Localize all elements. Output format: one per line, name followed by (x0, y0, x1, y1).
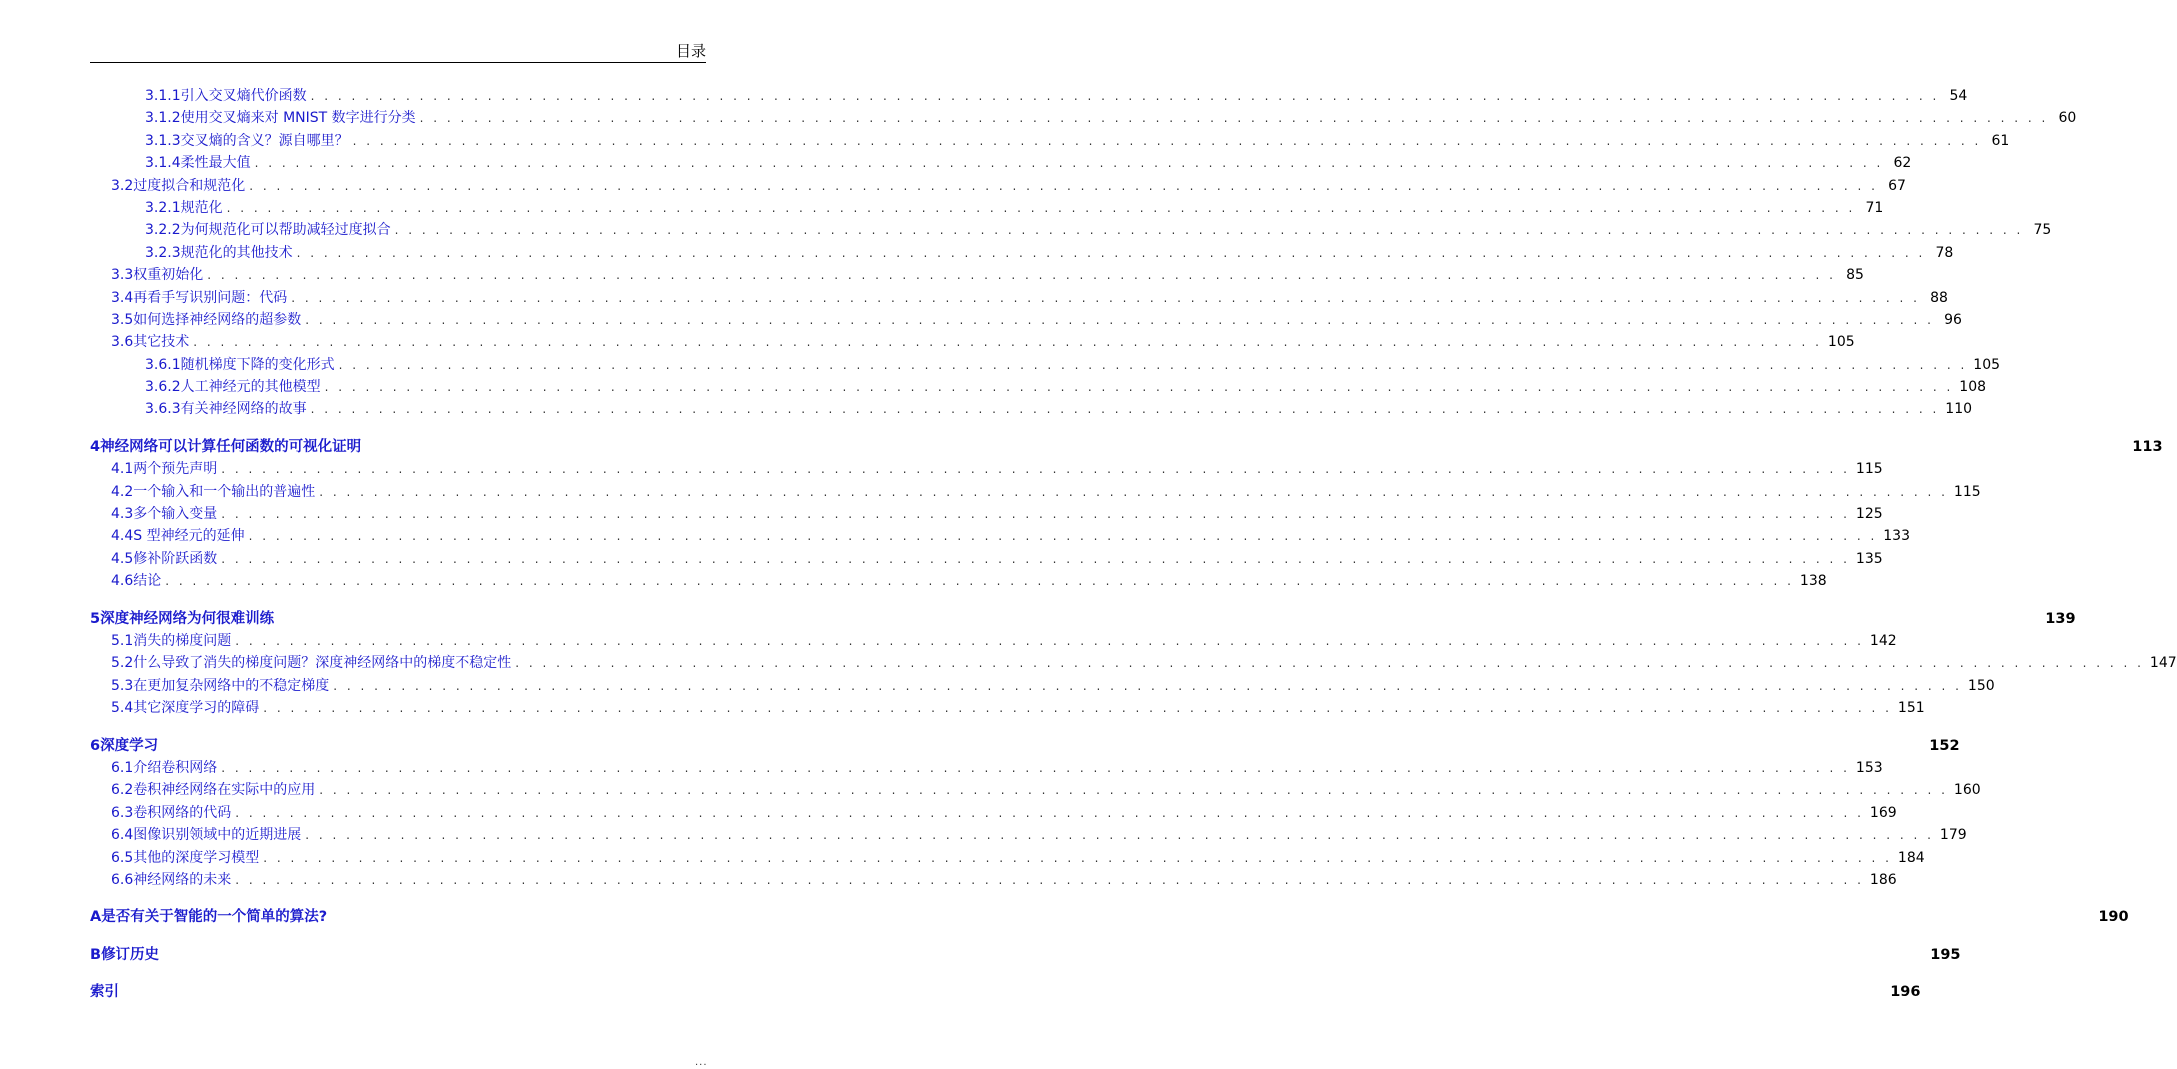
toc-page-number: 115 (1855, 461, 1883, 478)
toc-chapter-entry[interactable] (90, 981, 1921, 1003)
toc-page-number: 142 (1869, 632, 1897, 649)
toc-entry-number: 3.5 (111, 311, 134, 328)
toc-entry-number: 4.1 (111, 461, 134, 478)
toc-section-entry[interactable] (90, 503, 1883, 525)
toc-section-entry[interactable] (90, 287, 1948, 309)
toc-entry-title: 介绍卷积网络 (133, 759, 218, 776)
toc-page-number: 133 (1883, 528, 1910, 545)
toc-page-number: 135 (1855, 550, 1883, 567)
toc-leader-dots: . . . . . . . . . . . . . . . . . . . . . . . . . . . . . . . . . . . . . . . . . . . . . . . . . . . . . . . . . . . . . . . . . . . . . . . . . . . . . . . . . . . . . . . . . . . . . . . . . . . . . . . . . . . . . . . . . . . . . . . . (226, 200, 1856, 215)
toc-entry-title: 多个输入变量 (133, 506, 218, 523)
toc-chapter-gap (90, 421, 706, 436)
toc-page-number: 85 (1846, 267, 1864, 284)
toc-section-entry[interactable] (90, 107, 2077, 129)
toc-leader-dots: . . . . . . . . . . . . . . . . . . . . . . . . . . . . . . . . . . . . . . . . . . . . . . . . . . . . . . . . . . . . . . . . . . . . . . . . . . . . . . . . . . . . . . . . . . . . . . . . . . . . . . . . . . . . . . . . . . . . . . . . (235, 805, 1864, 820)
toc-leader-dots: . . . . . . . . . . . . . . . . . . . . . . . . . . . . . . . . . . . . . . . . . . . . . . . . . . . . . . . . . . . . . . . . . . . . . . . . . . . . . . . . . . . . . . . . . . . . . . . . . . . . . . . . . . . . . . . . . . . . . . . . (248, 529, 1878, 544)
toc-entry-title: 柔性最大值 (180, 155, 251, 172)
toc-leader-dots: . . . . . . . . . . . . . . . . . . . . . . . . . . . . . . . . . . . . . . . . . . . . . . . . . . . . . . . . . . . . . . . . . . . . . . . . . . . . . . . . . . . . . . . . . . . . . . . . . . . . . . . . . . . . . . . . . . . . . . . . (296, 245, 1926, 260)
toc-entry-number: 3.1.4 (145, 155, 181, 172)
toc-section-entry[interactable] (90, 548, 1883, 570)
toc-page-number: 78 (1935, 244, 1954, 261)
toc-page-number: 96 (1944, 311, 1962, 328)
toc-entry-number: 6.3 (111, 804, 134, 821)
toc-leader-dots: . . . . . . . . . . . . . . . . . . . . . . . . . . . . . . . . . . . . . . . . . . . . . . . . . . . . . . . . . . . . . . . . . . . . . . . . . . . . . . . . . . . . . . . . . . . . . . . . . . . . . . . . . . . . . . . . . . . . . . . . (305, 312, 1934, 327)
toc-entry-number: 6.6 (111, 871, 134, 888)
toc-entry-title: 其它深度学习的障碍 (133, 700, 260, 717)
toc-entry-number: 3.2.2 (145, 222, 181, 239)
toc-entry-title: 其它技术 (133, 334, 190, 351)
toc-page-number: 67 (1888, 177, 1906, 194)
toc-page-number: 71 (1865, 199, 1884, 216)
toc-entry-title: S 型神经元的延伸 (133, 528, 245, 545)
toc-entry-number: 3.1.2 (145, 110, 181, 127)
toc-section-entry[interactable] (90, 869, 1897, 891)
toc-chapter-entry[interactable] (90, 906, 2129, 928)
toc-section-entry[interactable] (90, 398, 1973, 420)
toc-entry-title: 深度学习 (100, 737, 159, 754)
toc-section-entry[interactable] (90, 847, 1925, 869)
toc-entry-number: 3.2.3 (145, 244, 181, 261)
toc-leader-dots: . . . . . . . . . . . . . . . . . . . . . . . . . . . . . . . . . . . . . . . . . . . . . . . . . . . . . . . . . . . . . . . . . . . . . . . . . . . . . . . . . . . . . . . . . . . . . . . . . . . . . . . . . . . . . . . . . . . . . . . . (305, 828, 1934, 843)
toc-leader-dots: . . . . . . . . . . . . . . . . . . . . . . . . . . . . . . . . . . . . . . . . . . . . . . . . . . . . . . . . . . . . . . . . . . . . . . . . . . . . . . . . . . . . . . . . . . . . . . . . . . . . . . . . . . . . . . . . . . . . . . . . (324, 380, 1954, 395)
header-title: 目录 (675, 42, 706, 60)
toc-leader-dots: . . . . . . . . . . . . . . . . . . . . . . . . . . . . . . . . . . . . . . . . . . . . . . . . . . . . . . . . . . . . . . . . . . . . . . . . . . . . . . . . . . . . . . . . . . . . . . . . . . . . . . . . . . . . . . . . . . . . . . . . (310, 89, 1940, 103)
toc-entry-number: 5.3 (111, 677, 134, 694)
toc-entry-number: B (90, 946, 102, 963)
toc-section-entry[interactable] (90, 130, 2010, 152)
toc-page-number: 151 (1897, 700, 1925, 717)
toc-entry-number: 6.1 (111, 759, 134, 776)
toc-leader-dots: . . . . . . . . . . . . . . . . . . . . . . . . . . . . . . . . . . . . . . . . . . . . . . . . . . . . . . . . . . . . . . . . . . . . . . . . . . . . . . . . . . . . . . . . . . . . . . . . . . . . . . . . . . . . . . . . . . . . . . . . (193, 335, 1822, 350)
toc-entry-title: 如何选择神经网络的超参数 (133, 311, 302, 328)
toc-entry-number: 6.4 (111, 827, 134, 844)
toc-section-entry[interactable] (90, 152, 1912, 174)
toc-entry-title: 修订历史 (101, 946, 160, 963)
toc-page-number: 138 (1799, 573, 1827, 590)
toc-section-entry[interactable] (90, 802, 1897, 824)
toc-entry-number: 3.6.3 (145, 401, 181, 418)
toc-entry-number: 4.2 (111, 483, 134, 500)
toc-entry-title: 神经网络可以计算任何函数的可视化证明 (100, 438, 362, 455)
toc-section-entry[interactable] (90, 309, 1962, 331)
toc-page-number: 190 (2098, 909, 2129, 926)
toc-section-entry[interactable] (90, 175, 1906, 197)
toc-leader-dots: . . . . . . . . . . . . . . . . . . . . . . . . . . . . . . . . . . . . . . . . . . . . . . . . . . . . . . . . . . . . . . . . . . . . . . . . . . . . . . . . . . . . . . . . . . . . . . . . . . . . . . . . . . . . . . . . . . . . . . . . (394, 223, 2024, 238)
toc-entry-title: 有关神经网络的故事 (180, 401, 307, 418)
toc-entry-number: 3.6 (111, 334, 134, 351)
toc-entry-title: 深度神经网络为何很难训练 (100, 610, 275, 627)
toc-entry-number: 5.2 (111, 655, 134, 672)
toc-entry-title: 神经网络的未来 (133, 871, 232, 888)
toc-section-entry[interactable] (90, 331, 1855, 353)
toc-entry-title: 是否有关于智能的一个简单的算法? (101, 909, 328, 926)
toc-entry-number: 6.5 (111, 849, 134, 866)
toc-section-entry[interactable] (90, 675, 1995, 697)
toc-leader-dots: . . . . . . . . . . . . . . . . . . . . . . . . . . . . . . . . . . . . . . . . . . . . . . . . . . . . . . . . . . . . . . . . . . . . . . . . . . . . . . . . . . . . . . . . . . . . . . . . . . . . . . . . . . . . . . . . . . . . . . . . (515, 656, 2144, 671)
toc-entry-number: 3.6.1 (145, 356, 181, 373)
toc-entry-title: 一个输入和一个输出的普遍性 (133, 483, 316, 500)
toc-entry-number: A (90, 909, 102, 926)
toc-page-number: 54 (1949, 88, 1968, 104)
toc-leader-dots: . . . . . . . . . . . . . . . . . . . . . . . . . . . . . . . . . . . . . . . . . . . . . . . . . . . . . . . . . . . . . . . . . . . . . . . . . . . . . . . . . . . . . . . . . . . . . . . . . . . . . . . . . . . . . . . . . . . . . . . . (235, 872, 1864, 887)
toc-leader-dots: . . . . . . . . . . . . . . . . . . . . . . . . . . . . . . . . . . . . . . . . . . . . . . . . . . . . . . . . . . . . . . . . . . . . . . . . . . . . . . . . . . . . . . . . . . . . . . . . . . . . . . . . . . . . . . . . . . . . . . . . (419, 111, 2049, 126)
toc-page-number: 105 (1827, 334, 1855, 351)
toc-entry-title: 规范化 (180, 199, 223, 216)
toc-leader-dots: . . . . . . . . . . . . . . . . . . . . . . . . . . . . . . . . . . . . . . . . . . . . . . . . . . . . . . . . . . . . . . . . . . . . . . . . . . . . . . . . . . . . . . . . . . . . . . . . . . . . . . . . . . . . . . . . . . . . . . . . (319, 783, 1948, 798)
toc-entry-number: 3.2 (111, 177, 134, 194)
toc-section-entry[interactable] (90, 652, 2177, 674)
toc-leader-dots: . . . . . . . . . . . . . . . . . . . . . . . . . . . . . . . . . . . . . . . . . . . . . . . . . . . . . . . . . . . . . . . . . . . . . . . . . . . . . . . . . . . . . . . . . . . . . . . . . . . . . . . . . . . . . . . . . . . . . . . . (221, 760, 1850, 775)
toc-entry-title: 权重初始化 (133, 267, 204, 284)
toc-section-entry[interactable] (90, 219, 2052, 241)
toc-entry-title: 交叉熵的含义？源自哪里？ (180, 132, 349, 149)
toc-leader-dots: . . . . . . . . . . . . . . . . . . . . . . . . . . . . . . . . . . . . . . . . . . . . . . . . . . . . . . . . . . . . . . . . . . . . . . . . . . . . . . . . . . . . . . . . . . . . . . . . . . . . . . . . . . . . . . . . . . . . . . . . (310, 402, 1940, 417)
toc-entry-number: 5.4 (111, 700, 134, 717)
toc-entry-title: 图像识别领域中的近期进展 (133, 827, 302, 844)
toc-page-number: 195 (1930, 946, 1961, 963)
toc-section-entry[interactable] (90, 630, 1897, 652)
toc-entry-title: 索引 (90, 984, 119, 1001)
toc-section-entry[interactable] (90, 458, 1883, 480)
toc-page-number: 150 (1967, 677, 1995, 694)
toc-entry-number: 4.6 (111, 573, 134, 590)
toc-entry-number: 6 (90, 737, 101, 754)
toc-leader-dots: . . . . . . . . . . . . . . . . . . . . . . . . . . . . . . . . . . . . . . . . . . . . . . . . . . . . . . . . . . . . . . . . . . . . . . . . . . . . . . . . . . . . . . . . . . . . . . . . . . . . . . . . . . . . . . . . . . . . . . . . (249, 178, 1878, 193)
toc-page-number: 186 (1869, 871, 1897, 888)
toc-chapter-entry[interactable] (90, 608, 2076, 630)
toc-chapter-gap (90, 929, 706, 944)
toc-entry-number: 3.1.1 (145, 88, 181, 104)
toc-chapter-entry[interactable] (90, 436, 2163, 458)
toc-page-number: 152 (1929, 737, 1960, 754)
toc-entry-title: 修补阶跃函数 (133, 550, 218, 567)
toc-entry-number: 4 (90, 438, 101, 455)
toc-leader-dots: . . . . . . . . . . . . . . . . . . . . . . . . . . . . . . . . . . . . . . . . . . . . . . . . . . . . . . . . . . . . . . . . . . . . . . . . . . . . . . . . . . . . . . . . . . . . . . . . . . . . . . . . . . . . . . . . . . . . . . . . (333, 678, 1962, 693)
toc-entry-title: 卷积网络的代码 (133, 804, 232, 821)
toc-entry-title: 什么导致了消失的梯度问题？深度神经网络中的梯度不稳定性 (133, 655, 512, 672)
toc-section-entry[interactable] (90, 354, 2001, 376)
toc-page-number: 60 (2058, 110, 2077, 127)
toc-section-entry[interactable] (90, 85, 1968, 107)
toc-entry-title: 两个预先声明 (133, 461, 218, 478)
toc-page-number: 179 (1939, 827, 1967, 844)
toc-section-entry[interactable] (90, 481, 1981, 503)
toc-entry-number: 3.4 (111, 289, 134, 306)
toc-entry-title: 人工神经元的其他模型 (180, 379, 321, 396)
toc-page-number: 153 (1855, 759, 1883, 776)
toc-entry-number: 5 (90, 610, 101, 627)
toc-chapter-entry[interactable] (90, 735, 1960, 757)
toc-entry-number: 3.3 (111, 267, 134, 284)
toc-entry-number: 3.1.3 (145, 132, 181, 149)
toc-leader-dots: . . . . . . . . . . . . . . . . . . . . . . . . . . . . . . . . . . . . . . . . . . . . . . . . . . . . . . . . . . . . . . . . . . . . . . . . . . . . . . . . . . . . . . . . . . . . . . . . . . . . . . . . . . . . . . . . . . . . . . . . (221, 507, 1850, 522)
toc-entry-number: 3.2.1 (145, 199, 181, 216)
toc-page-number: 61 (1991, 132, 2010, 149)
toc-entry-title: 过度拟合和规范化 (133, 177, 246, 194)
toc-page-number: 147 (2149, 655, 2177, 672)
toc-leader-dots: . . . . . . . . . . . . . . . . . . . . . . . . . . . . . . . . . . . . . . . . . . . . . . . . . . . . . . . . . . . . . . . . . . . . . . . . . . . . . . . . . . . . . . . . . . . . . . . . . . . . . . . . . . . . . . . . . . . . . . . . (338, 357, 1968, 372)
toc-entry-number: 6.2 (111, 782, 134, 799)
toc-entry-title: 为何规范化可以帮助减轻过度拟合 (180, 222, 391, 239)
toc-page-number: 169 (1869, 804, 1897, 821)
table-of-contents (90, 85, 2177, 1003)
toc-section-entry[interactable] (90, 697, 1925, 719)
toc-entry-number: 3.6.2 (145, 379, 181, 396)
page-header (90, 40, 706, 63)
toc-leader-dots: . . . . . . . . . . . . . . . . . . . . . . . . . . . . . . . . . . . . . . . . . . . . . . . . . . . . . . . . . . . . . . . . . . . . . . . . . . . . . . . . . . . . . . . . . . . . . . . . . . . . . . . . . . . . . . . . . . . . . . . . (221, 462, 1850, 477)
toc-page-number: 105 (1973, 356, 2001, 373)
toc-chapter-entry[interactable] (90, 944, 1961, 966)
toc-entry-title: 规范化的其他技术 (180, 244, 293, 261)
toc-entry-number: 4.3 (111, 506, 134, 523)
toc-entry-title: 卷积神经网络在实际中的应用 (133, 782, 316, 799)
toc-page-number: 196 (1890, 984, 1921, 1001)
toc-chapter-gap (90, 593, 706, 608)
toc-section-entry[interactable] (90, 824, 1967, 846)
toc-entry-number: 4.5 (111, 550, 134, 567)
toc-leader-dots: . . . . . . . . . . . . . . . . . . . . . . . . . . . . . . . . . . . . . . . . . . . . . . . . . . . . . . . . . . . . . . . . . . . . . . . . . . . . . . . . . . . . . . . . . . . . . . . . . . . . . . . . . . . . . . . . . . . . . . . . (291, 290, 1920, 305)
toc-entry-title: 其他的深度学习模型 (133, 849, 260, 866)
toc-page-number: 75 (2033, 222, 2052, 239)
toc-leader-dots: . . . . . . . . . . . . . . . . . . . . . . . . . . . . . . . . . . . . . . . . . . . . . . . . . . . . . . . . . . . . . . . . . . . . . . . . . . . . . . . . . . . . . . . . . . . . . . . . . . . . . . . . . . . . . . . . . . . . . . . . (165, 574, 1794, 589)
toc-section-entry[interactable] (90, 242, 1954, 264)
toc-leader-dots: . . . . . . . . . . . . . . . . . . . . . . . . . . . . . . . . . . . . . . . . . . . . . . . . . . . . . . . . . . . . . . . . . . . . . . . . . . . . . . . . . . . . . . . . . . . . . . . . . . . . . . . . . . . . . . . . . . . . . . . . (263, 850, 1892, 865)
toc-page-number: 139 (2045, 610, 2076, 627)
toc-page-number: 62 (1893, 155, 1912, 172)
toc-leader-dots: . . . . . . . . . . . . . . . . . . . . . . . . . . . . . . . . . . . . . . . . . . . . . . . . . . . . . . . . . . . . . . . . . . . . . . . . . . . . . . . . . . . . . . . . . . . . . . . . . . . . . . . . . . . . . . . . . . . . . . . . (319, 484, 1948, 499)
toc-chapter-gap (90, 966, 706, 981)
toc-page-number: 108 (1959, 379, 1987, 396)
toc-page-number: 113 (2132, 438, 2163, 455)
toc-leader-dots: . . . . . . . . . . . . . . . . . . . . . . . . . . . . . . . . . . . . . . . . . . . . . . . . . . . . . . . . . . . . . . . . . . . . . . . . . . . . . . . . . . . . . . . . . . . . . . . . . . . . . . . . . . . . . . . . . . . . . . . . (207, 268, 1836, 283)
toc-page-number: 115 (1953, 483, 1981, 500)
toc-entry-title: 消失的梯度问题 (133, 632, 232, 649)
toc-page-number: 110 (1945, 401, 1973, 418)
toc-leader-dots: . . . . . . . . . . . . . . . . . . . . . . . . . . . . . . . . . . . . . . . . . . . . . . . . . . . . . . . . . . . . . . . . . . . . . . . . . . . . . . . . . . . . . . . . . . . . . . . . . . . . . . . . . . . . . . . . . . . . . . . . (235, 633, 1864, 648)
toc-section-entry[interactable] (90, 376, 1987, 398)
toc-section-entry[interactable] (90, 264, 1864, 286)
page-footer-marker: ... (695, 1057, 708, 1068)
toc-entry-number: 5.1 (111, 632, 134, 649)
toc-leader-dots: . . . . . . . . . . . . . . . . . . . . . . . . . . . . . . . . . . . . . . . . . . . . . . . . . . . . . . . . . . . . . . . . . . . . . . . . . . . . . . . . . . . . . . . . . . . . . . . . . . . . . . . . . . . . . . . . . . . . . . . . (263, 701, 1892, 716)
toc-section-entry[interactable] (90, 757, 1883, 779)
toc-entry-title: 使用交叉熵来对 MNIST 数字进行分类 (180, 110, 416, 127)
toc-section-entry[interactable] (90, 779, 1981, 801)
toc-entry-title: 引入交叉熵代价函数 (180, 88, 307, 104)
toc-leader-dots: . . . . . . . . . . . . . . . . . . . . . . . . . . . . . . . . . . . . . . . . . . . . . . . . . . . . . . . . . . . . . . . . . . . . . . . . . . . . . . . . . . . . . . . . . . . . . . . . . . . . . . . . . . . . . . . . . . . . . . . . (221, 551, 1850, 566)
toc-chapter-gap (90, 720, 706, 735)
toc-section-entry[interactable] (90, 197, 1884, 219)
toc-leader-dots: . . . . . . . . . . . . . . . . . . . . . . . . . . . . . . . . . . . . . . . . . . . . . . . . . . . . . . . . . . . . . . . . . . . . . . . . . . . . . . . . . . . . . . . . . . . . . . . . . . . . . . . . . . . . . . . . . . . . . . . . (352, 133, 1982, 148)
toc-entry-title: 随机梯度下降的变化形式 (180, 356, 335, 373)
toc-page-number: 125 (1855, 506, 1883, 523)
toc-leader-dots: . . . . . . . . . . . . . . . . . . . . . . . . . . . . . . . . . . . . . . . . . . . . . . . . . . . . . . . . . . . . . . . . . . . . . . . . . . . . . . . . . . . . . . . . . . . . . . . . . . . . . . . . . . . . . . . . . . . . . . . . (254, 156, 1884, 171)
toc-page-number: 88 (1930, 289, 1948, 306)
toc-page-number: 184 (1897, 849, 1925, 866)
toc-entry-title: 再看手写识别问题：代码 (133, 289, 288, 306)
toc-entry-title: 结论 (133, 573, 162, 590)
toc-entry-title: 在更加复杂网络中的不稳定梯度 (133, 677, 330, 694)
toc-page-number: 160 (1953, 782, 1981, 799)
toc-entry-number: 4.4 (111, 528, 134, 545)
toc-section-entry[interactable] (90, 570, 1827, 592)
toc-chapter-gap (90, 891, 706, 906)
toc-section-entry[interactable] (90, 525, 1910, 547)
